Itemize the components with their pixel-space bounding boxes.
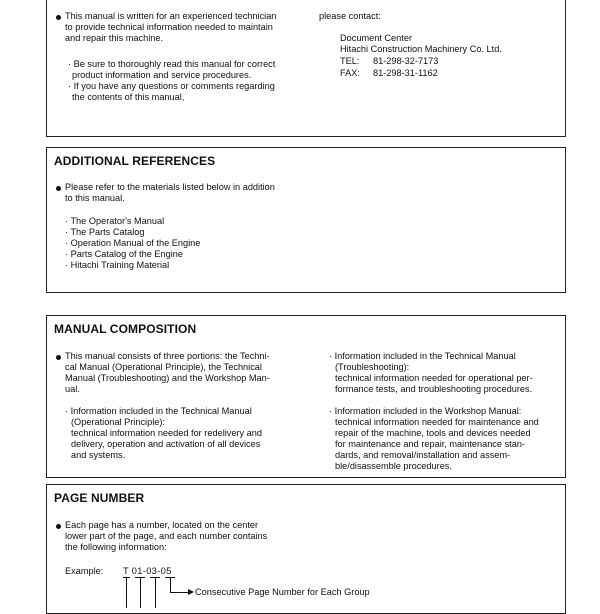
example-label: Example: [65, 566, 104, 576]
composition-text-line: technical information needed for maintenance and [335, 417, 539, 427]
intro-box [46, 0, 566, 137]
composition-text-line: (Operational Principle): [71, 417, 165, 427]
references-text-line: Please refer to the materials listed below in addition [65, 182, 275, 192]
tel-value: 81-298-32-7173 [373, 56, 439, 66]
intro-text-line: This manual is written for an experienced technician [65, 11, 277, 21]
example-page-number: T 01-03-05 [123, 566, 172, 576]
composition-text-line: cal Manual (Operational Principle), the Technical [65, 362, 262, 372]
callout-leader [170, 578, 171, 592]
composition-text-line: repair of the machine, tools and devices needed [335, 428, 531, 438]
bullet-dot [56, 15, 61, 20]
reference-item: · Parts Catalog of the Engine [65, 249, 183, 259]
intro-subnote-line: · If you have any questions or comments regarding [68, 81, 275, 91]
section-title: ADDITIONAL REFERENCES [54, 154, 216, 168]
contact-company: Hitachi Construction Machinery Co. Ltd. [340, 44, 502, 54]
page-number-text-line: Each page has a number, located on the center [65, 520, 259, 530]
callout-label: Consecutive Page Number for Each Group [195, 587, 370, 597]
reference-item: · The Parts Catalog [65, 227, 145, 237]
section-title: MANUAL COMPOSITION [54, 322, 197, 336]
composition-text-line: and systems. [71, 450, 126, 460]
composition-text-line: dards, and removal/installation and assem- [335, 450, 511, 460]
composition-text-line: technical information needed for redelivery and [71, 428, 263, 438]
composition-text-line: delivery, operation and activation of all devices [71, 439, 261, 449]
fax-label: FAX: [340, 68, 360, 78]
contact-prompt: please contact: [319, 11, 381, 21]
page-number-text-line: the following information: [65, 542, 167, 552]
tel-label: TEL: [340, 56, 360, 66]
arrow-right-icon [188, 589, 194, 595]
manual-composition-box [46, 315, 566, 478]
composition-text-line: ble/disassemble procedures. [335, 461, 452, 471]
reference-item: · The Operator's Manual [65, 216, 165, 226]
section-title: PAGE NUMBER [54, 491, 145, 505]
composition-text-line: technical information needed for operational per- [335, 373, 533, 383]
composition-text-line: This manual consists of three portions: the Techni- [65, 351, 270, 361]
references-text-line: to this manual. [65, 193, 125, 203]
composition-text-line: ual. [65, 384, 80, 394]
composition-text-line: · Information included in the Workshop Manual: [329, 406, 522, 416]
fax-value: 81-298-31-1162 [373, 68, 438, 78]
intro-subnote-line: the contents of this manual, [72, 92, 185, 102]
composition-text-line: (Troubleshooting): [335, 362, 410, 372]
bullet-dot [56, 355, 61, 360]
intro-text-line: to provide technical information needed to maintain [65, 22, 273, 32]
composition-text-line: Manual (Troubleshooting) and the Workshop Man- [65, 373, 270, 383]
intro-text-line: and repair this machine. [65, 33, 164, 43]
callout-leader [155, 578, 156, 608]
composition-text-line: · Information included in the Technical Manual [329, 351, 516, 361]
callout-leader [126, 578, 127, 608]
reference-item: · Hitachi Training Material [65, 260, 170, 270]
composition-text-line: for maintenance and repair, maintenance stan- [335, 439, 525, 449]
composition-text-line: · Information included in the Technical Manual [65, 406, 252, 416]
page-number-text-line: lower part of the page, and each number contains [65, 531, 268, 541]
reference-item: · Operation Manual of the Engine [65, 238, 201, 248]
additional-references-box [46, 147, 566, 293]
intro-subnote-line: product information and service procedures. [72, 70, 252, 80]
contact-name: Document Center [340, 33, 413, 43]
bullet-dot [56, 186, 61, 191]
page-number-box [46, 484, 566, 614]
intro-subnote-line: · Be sure to thoroughly read this manual for correct [68, 59, 276, 69]
callout-leader [140, 578, 141, 608]
bullet-dot [56, 524, 61, 529]
composition-text-line: formance tests, and troubleshooting procedures. [335, 384, 533, 394]
